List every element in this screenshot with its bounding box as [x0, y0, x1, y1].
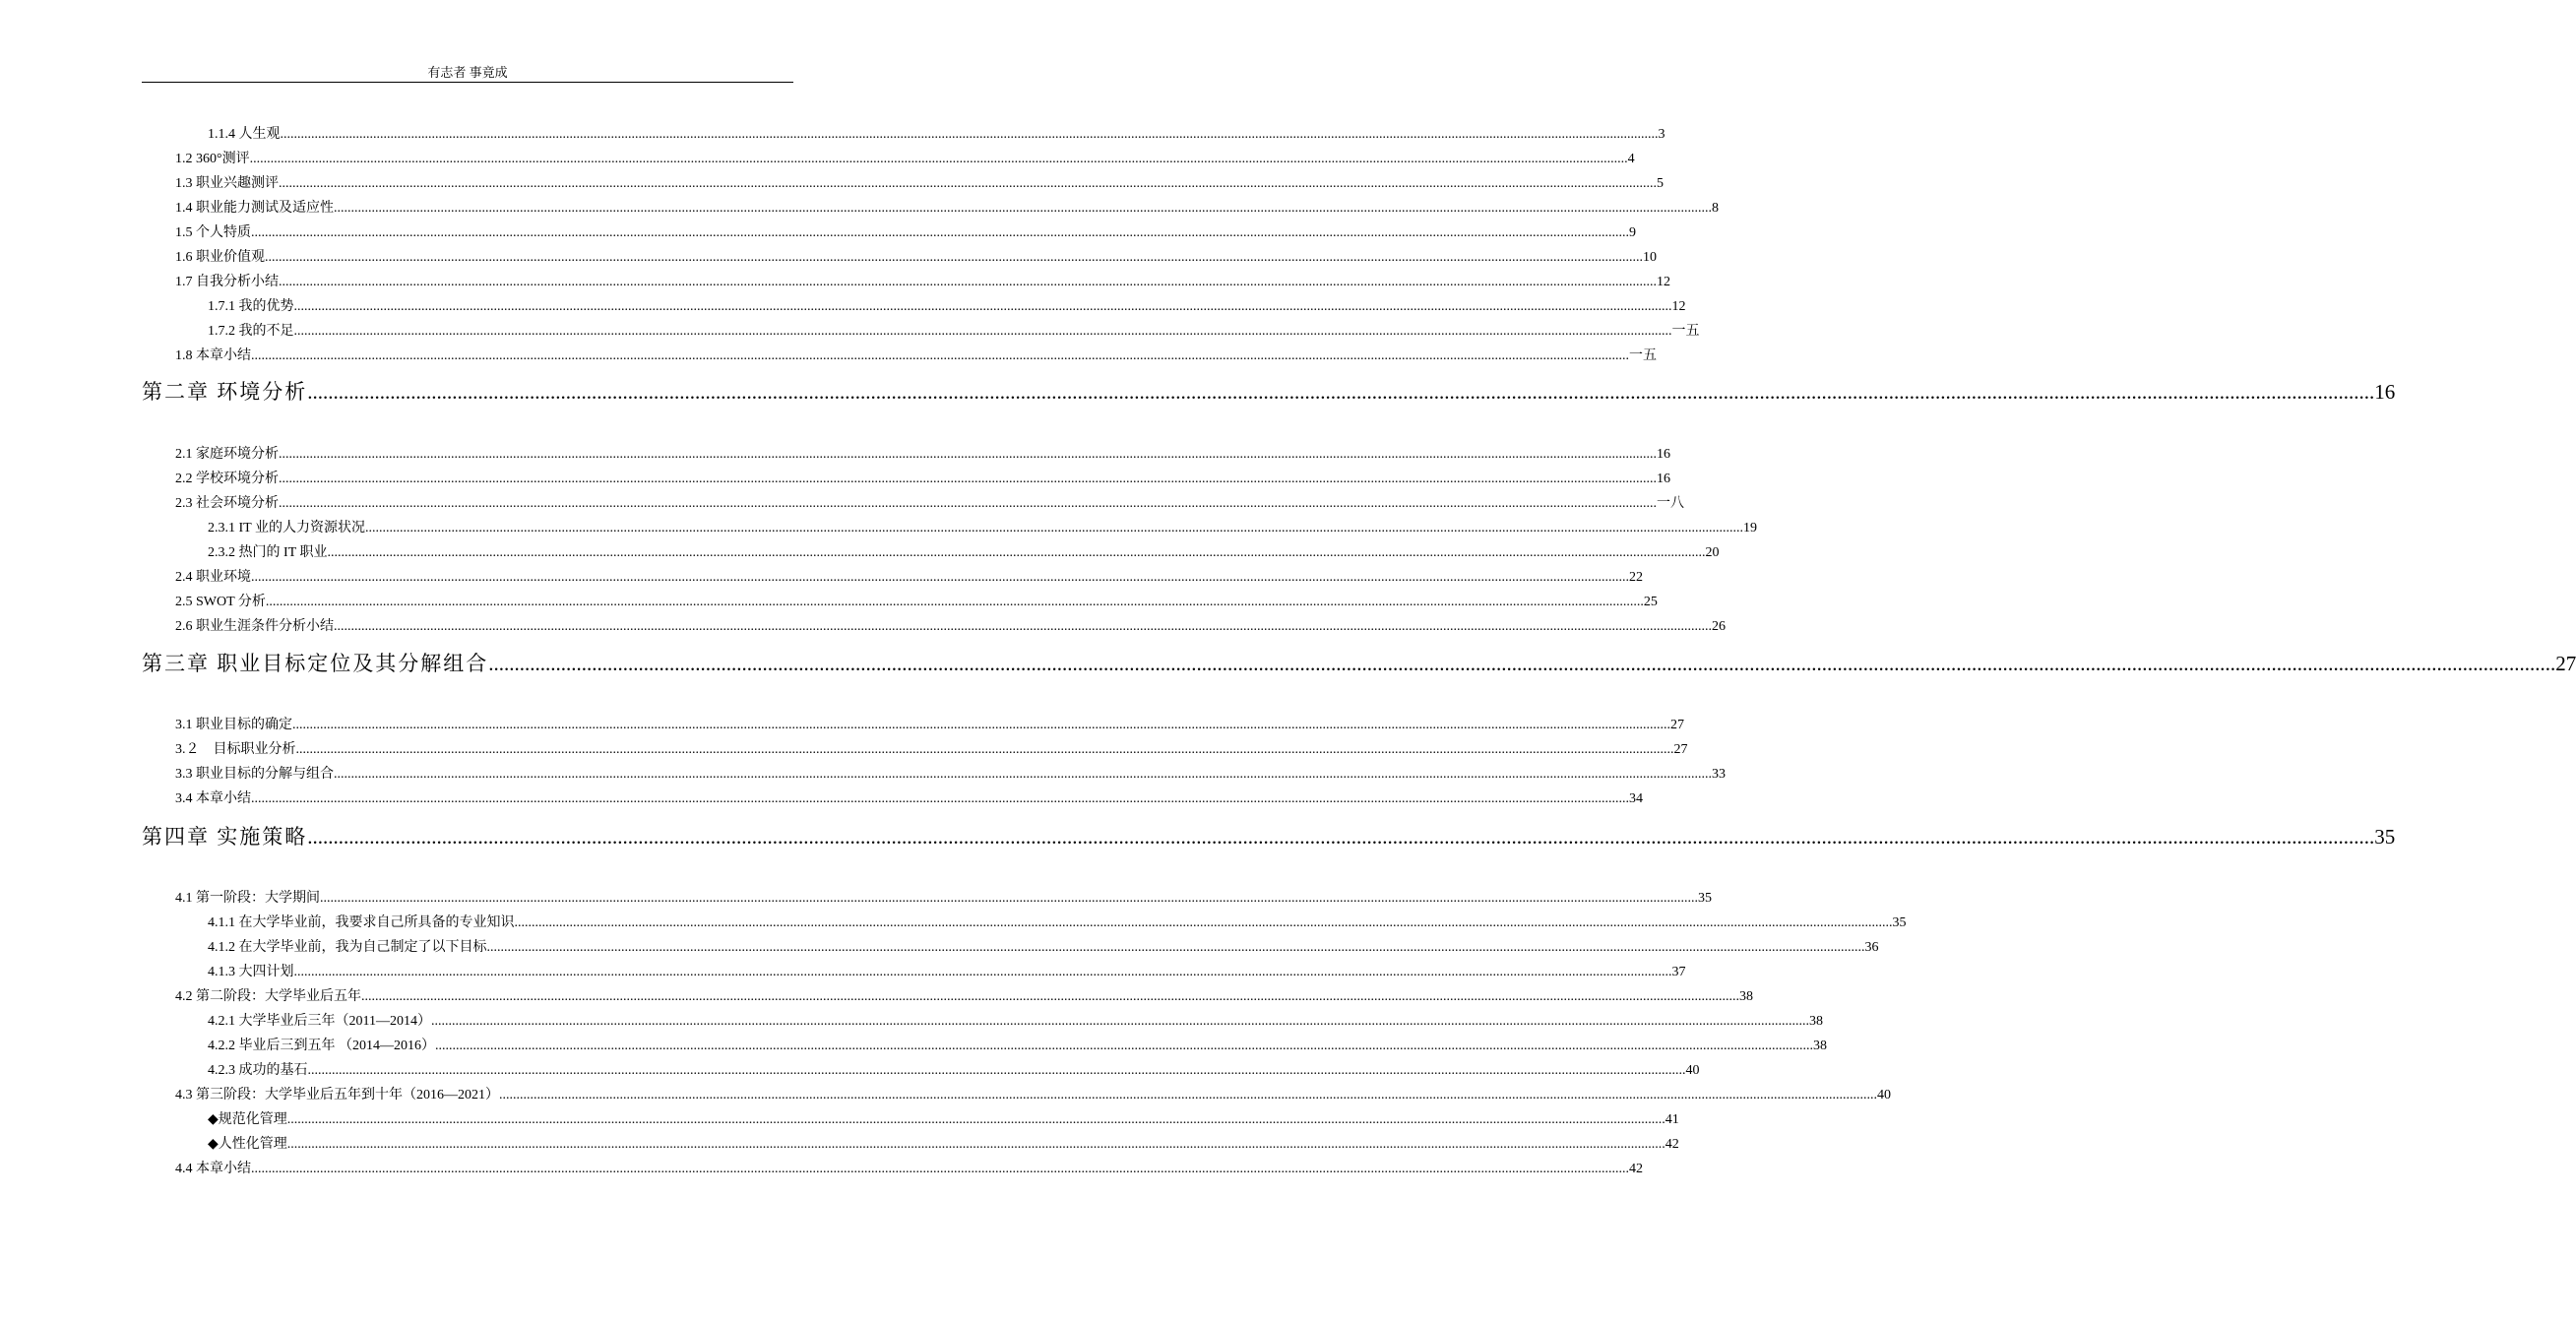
toc-page-number: 38	[1813, 1039, 1827, 1053]
toc-leader-dots: ................................................................................................................................................................................................................................................................................................................................................................................................................	[280, 127, 1659, 142]
toc-entry-label: 4.2.2 毕业后三到五年 （2014—2016）	[208, 1039, 435, 1053]
toc-entry-label: 2.1 家庭环境分析	[175, 447, 279, 462]
toc-page-number: 25	[1643, 595, 1658, 609]
toc-leader-dots: ................................................................................................................................................................................................................................................................................................................................................................................................................	[295, 742, 1674, 757]
toc-leader-dots: ................................................................................................................................................................................................................................................................................................................................................................................................................	[307, 825, 2375, 849]
toc-leader-dots: ................................................................................................................................................................................................................................................................................................................................................................................................................	[293, 299, 1672, 314]
toc-entry[interactable]	[208, 1061, 1700, 1081]
toc-leader-dots: ................................................................................................................................................................................................................................................................................................................................................................................................................	[514, 915, 1893, 930]
toc-entry-label: 第三章 职业目标定位及其分解组合	[142, 652, 489, 675]
toc-page-number: 5	[1657, 176, 1664, 191]
toc-leader-dots: ................................................................................................................................................................................................................................................................................................................................................................................................................	[292, 718, 1670, 732]
toc-page-number: 41	[1665, 1112, 1679, 1127]
toc-entry[interactable]	[175, 494, 1684, 514]
toc-entry-label: 4.2.3 成功的基石	[208, 1063, 308, 1078]
toc-entry[interactable]	[208, 1012, 1823, 1032]
toc-leader-dots: ................................................................................................................................................................................................................................................................................................................................................................................................................	[293, 324, 1672, 339]
toc-entry-label: 1.2 360°测评	[175, 152, 250, 166]
toc-leader-dots: ................................................................................................................................................................................................................................................................................................................................................................................................................	[435, 1039, 1813, 1053]
toc-chapter-entry[interactable]	[142, 649, 2576, 678]
toc-chapter-entry[interactable]	[142, 377, 2396, 407]
toc-entry-label: 4.2.1 大学毕业后三年（2011—2014）	[208, 1014, 431, 1029]
toc-leader-dots: ................................................................................................................................................................................................................................................................................................................................................................................................................	[265, 595, 1644, 609]
toc-leader-dots: ................................................................................................................................................................................................................................................................................................................................................................................................................	[361, 989, 1739, 1004]
toc-entry-label: 3.２ 目标职业分析	[175, 742, 296, 757]
toc-entry-label: 2.4 职业环境	[175, 570, 251, 585]
toc-page-number: 16	[1657, 447, 1670, 462]
toc-entry[interactable]	[208, 297, 1686, 317]
toc-page-number: 33	[1712, 767, 1726, 782]
toc-entry-label: 1.7.2 我的不足	[208, 324, 294, 339]
toc-leader-dots: ................................................................................................................................................................................................................................................................................................................................................................................................................	[499, 1088, 1877, 1102]
toc-entry[interactable]	[208, 1110, 1679, 1130]
toc-entry[interactable]	[208, 938, 1879, 958]
toc-entry[interactable]	[208, 1037, 1827, 1056]
toc-leader-dots: ................................................................................................................................................................................................................................................................................................................................................................................................................	[251, 225, 1629, 240]
page-header: 有志者 事竟成	[427, 65, 508, 80]
toc-leader-dots: ................................................................................................................................................................................................................................................................................................................................................................................................................	[488, 652, 2556, 675]
toc-entry-label: 2.5 SWOT 分析	[175, 595, 266, 609]
toc-entry[interactable]	[208, 963, 1686, 982]
toc-page-number: 40	[1877, 1088, 1891, 1102]
toc-page-number: 10	[1643, 250, 1657, 265]
toc-entry-label: 1.3 职业兴趣测评	[175, 176, 279, 191]
toc-leader-dots: ................................................................................................................................................................................................................................................................................................................................................................................................................	[286, 1112, 1665, 1127]
toc-entry-label: 3.3 职业目标的分解与组合	[175, 767, 334, 782]
toc-entry[interactable]	[175, 889, 1712, 909]
toc-entry-label: 2.3.2 热门的 IT 职业	[208, 545, 328, 560]
toc-page-number: 42	[1629, 1162, 1643, 1176]
toc-page-number: 27	[1670, 718, 1684, 732]
toc-entry-label: 1.7 自我分析小结	[175, 275, 279, 289]
toc-leader-dots: ................................................................................................................................................................................................................................................................................................................................................................................................................	[279, 496, 1657, 511]
toc-leader-dots: ................................................................................................................................................................................................................................................................................................................................................................................................................	[279, 447, 1657, 462]
toc-entry-label: 4.1 第一阶段：大学期间	[175, 891, 320, 906]
toc-leader-dots: ................................................................................................................................................................................................................................................................................................................................................................................................................	[307, 380, 2375, 404]
toc-page-number: 42	[1665, 1137, 1679, 1152]
toc-page-number: 35	[2374, 825, 2396, 849]
toc-page-number: 34	[1629, 791, 1643, 806]
toc-entry-label: 4.4 本章小结	[175, 1162, 251, 1176]
toc-entry[interactable]	[175, 445, 1670, 465]
toc-entry-label: 2.6 职业生涯条件分析小结	[175, 619, 334, 634]
toc-page-number: 一八	[1657, 496, 1684, 511]
toc-page-number: 36	[1864, 940, 1879, 955]
toc-entry-label: 2.3 社会环境分析	[175, 496, 279, 511]
toc-entry[interactable]	[175, 1086, 1891, 1105]
toc-page-number: 9	[1629, 225, 1636, 240]
toc-entry-label: 4.1.3 大四计划	[208, 965, 294, 979]
toc-entry[interactable]	[208, 125, 1665, 145]
toc-page-number: 12	[1671, 299, 1686, 314]
toc-entry[interactable]	[175, 199, 1719, 219]
toc-page-number: 27	[1673, 742, 1688, 757]
toc-entry[interactable]	[175, 593, 1658, 612]
toc-leader-dots: ................................................................................................................................................................................................................................................................................................................................................................................................................	[293, 965, 1672, 979]
toc-entry-label: 1.1.4 人生观	[208, 127, 281, 142]
toc-leader-dots: ................................................................................................................................................................................................................................................................................................................................................................................................................	[334, 767, 1712, 782]
toc-entry[interactable]	[175, 716, 1684, 735]
toc-entry-label: 3.1 职业目标的确定	[175, 718, 292, 732]
toc-leader-dots: ................................................................................................................................................................................................................................................................................................................................................................................................................	[279, 275, 1657, 289]
toc-entry-label: 3.4 本章小结	[175, 791, 251, 806]
toc-entry-label: ◆规范化管理	[208, 1112, 287, 1127]
toc-page-number: 22	[1629, 570, 1643, 585]
toc-entry[interactable]	[175, 1160, 1643, 1179]
toc-entry[interactable]	[175, 765, 1726, 785]
toc-entry-label: 4.1.1 在大学毕业前，我要求自己所具备的专业知识	[208, 915, 515, 930]
toc-entry[interactable]	[175, 740, 1688, 760]
toc-entry-label: 1.5 个人特质	[175, 225, 251, 240]
toc-entry[interactable]	[175, 346, 1657, 366]
toc-entry[interactable]	[175, 174, 1664, 194]
toc-page-number: 40	[1685, 1063, 1700, 1078]
toc-entry[interactable]	[208, 543, 1720, 563]
toc-page-number: 27	[2555, 652, 2576, 675]
toc-page-number: 16	[1657, 472, 1670, 486]
toc-entry[interactable]	[208, 1135, 1679, 1155]
toc-leader-dots: ................................................................................................................................................................................................................................................................................................................................................................................................................	[249, 152, 1628, 166]
toc-entry[interactable]	[175, 248, 1657, 268]
toc-page-number: 35	[1698, 891, 1712, 906]
toc-entry[interactable]	[208, 914, 1907, 933]
toc-leader-dots: ................................................................................................................................................................................................................................................................................................................................................................................................................	[286, 1137, 1665, 1152]
toc-page-number: 16	[2374, 380, 2396, 404]
toc-page-number: 19	[1742, 521, 1757, 536]
toc-entry-label: 第二章 环境分析	[142, 380, 308, 404]
toc-entry-label: 2.3.1 IT 业的人力资源状况	[208, 521, 365, 536]
toc-leader-dots: ................................................................................................................................................................................................................................................................................................................................................................................................................	[279, 472, 1657, 486]
toc-leader-dots: ................................................................................................................................................................................................................................................................................................................................................................................................................	[334, 619, 1712, 634]
toc-leader-dots: ................................................................................................................................................................................................................................................................................................................................................................................................................	[307, 1063, 1686, 1078]
toc-leader-dots: ................................................................................................................................................................................................................................................................................................................................................................................................................	[251, 1162, 1629, 1176]
toc-entry-label: 1.8 本章小结	[175, 348, 251, 363]
toc-leader-dots: ................................................................................................................................................................................................................................................................................................................................................................................................................	[251, 348, 1629, 363]
toc-entry-label: 2.2 学校环境分析	[175, 472, 279, 486]
toc-entry-label: 1.6 职业价值观	[175, 250, 265, 265]
toc-leader-dots: ................................................................................................................................................................................................................................................................................................................................................................................................................	[327, 545, 1706, 560]
toc-entry[interactable]	[208, 519, 1757, 538]
toc-leader-dots: ................................................................................................................................................................................................................................................................................................................................................................................................................	[364, 521, 1743, 536]
toc-entry-label: 第四章 实施策略	[142, 825, 308, 849]
toc-entry[interactable]	[175, 987, 1753, 1007]
toc-entry[interactable]	[175, 568, 1643, 588]
toc-page-number: 38	[1808, 1014, 1823, 1029]
toc-entry-label: 4.3 第三阶段：大学毕业后五年到十年（2016—2021）	[175, 1088, 499, 1102]
toc-page-number: 20	[1705, 545, 1720, 560]
toc-leader-dots: ................................................................................................................................................................................................................................................................................................................................................................................................................	[320, 891, 1698, 906]
toc-leader-dots: ................................................................................................................................................................................................................................................................................................................................................................................................................	[430, 1014, 1809, 1029]
toc-leader-dots: ................................................................................................................................................................................................................................................................................................................................................................................................................	[279, 176, 1657, 191]
toc-entry[interactable]	[208, 322, 1700, 342]
toc-leader-dots: ................................................................................................................................................................................................................................................................................................................................................................................................................	[251, 570, 1629, 585]
toc-entry[interactable]	[175, 273, 1670, 292]
toc-leader-dots: ................................................................................................................................................................................................................................................................................................................................................................................................................	[265, 250, 1643, 265]
toc-page-number: 一五	[1629, 348, 1657, 363]
toc-entry[interactable]	[175, 789, 1643, 809]
toc-page-number: 8	[1712, 201, 1719, 216]
toc-page-number: 一五	[1671, 324, 1700, 339]
toc-chapter-entry[interactable]	[142, 822, 2396, 851]
toc-entry[interactable]	[175, 617, 1726, 637]
toc-page-number: 37	[1671, 965, 1686, 979]
toc-page-number: 38	[1739, 989, 1753, 1004]
toc-entry-label: 1.4 职业能力测试及适应性	[175, 201, 334, 216]
toc-entry[interactable]	[175, 150, 1635, 169]
toc-page-number: 4	[1627, 152, 1635, 166]
toc-entry-label: ◆人性化管理	[208, 1137, 287, 1152]
toc-entry-label: 4.2 第二阶段：大学毕业后五年	[175, 989, 361, 1004]
toc-entry[interactable]	[175, 470, 1670, 489]
toc-leader-dots: ................................................................................................................................................................................................................................................................................................................................................................................................................	[251, 791, 1629, 806]
toc-leader-dots: ................................................................................................................................................................................................................................................................................................................................................................................................................	[486, 940, 1865, 955]
toc-page-number: 3	[1658, 127, 1665, 142]
toc-page-number: 35	[1892, 915, 1907, 930]
toc-entry-label: 4.1.2 在大学毕业前，我为自己制定了以下目标	[208, 940, 487, 955]
toc-page-number: 12	[1657, 275, 1670, 289]
toc-page-number: 26	[1712, 619, 1726, 634]
toc-entry[interactable]	[175, 223, 1636, 243]
toc-entry-label: 1.7.1 我的优势	[208, 299, 294, 314]
toc-leader-dots: ................................................................................................................................................................................................................................................................................................................................................................................................................	[334, 201, 1712, 216]
